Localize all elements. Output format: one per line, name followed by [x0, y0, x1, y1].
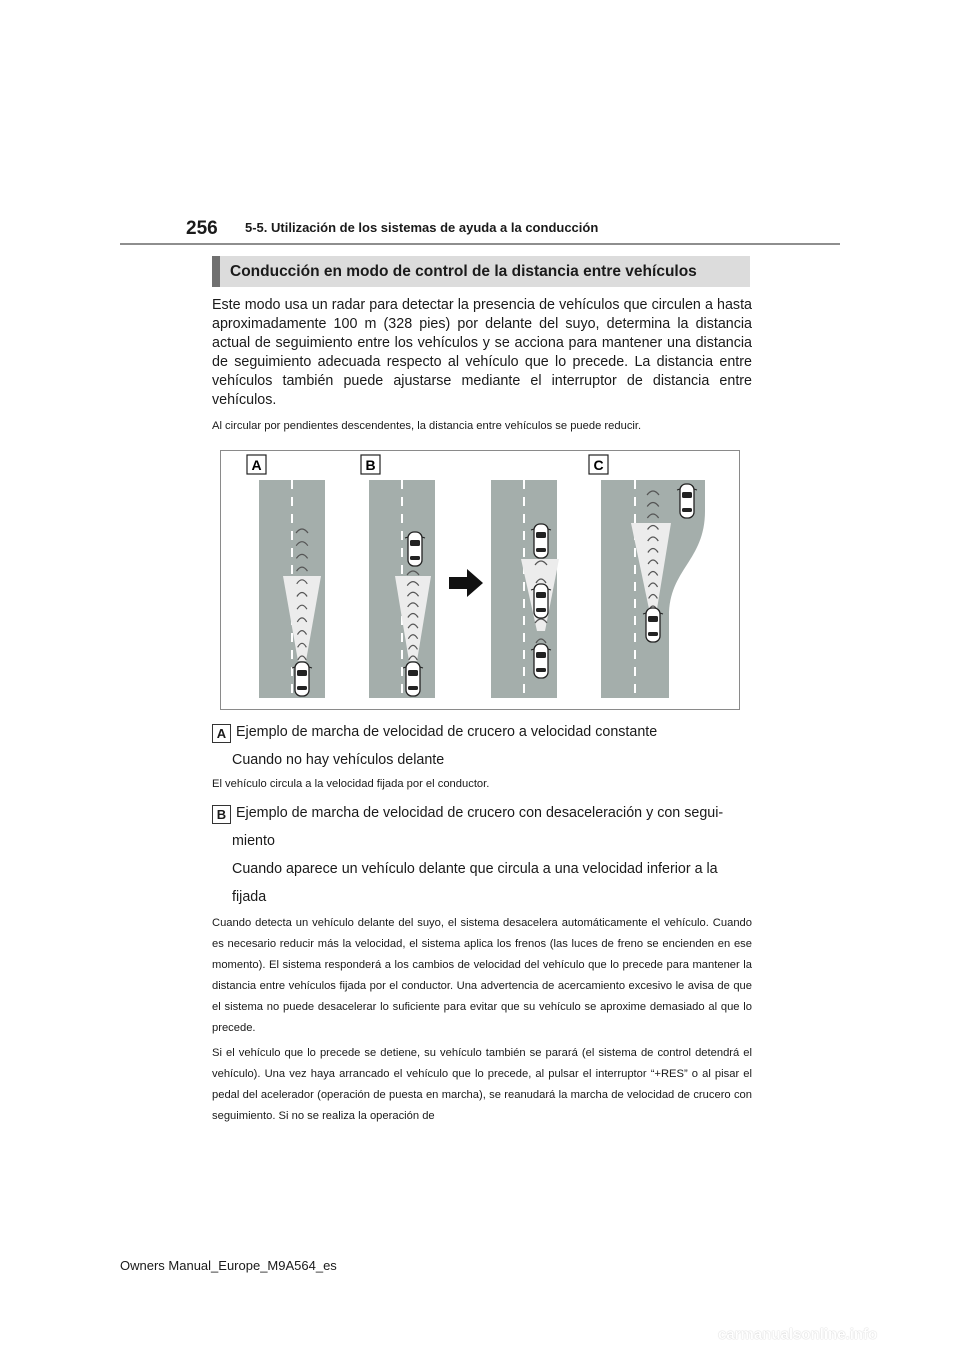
mid-car-b2 — [531, 584, 551, 618]
item-b-badge: B — [212, 805, 231, 824]
footer-manual-id: Owners Manual_Europe_M9A564_es — [120, 1258, 337, 1273]
own-car-b2 — [531, 644, 551, 678]
item-b-title-text: Ejemplo de marcha de velocidad de crucero con desaceleración y con segui- — [236, 805, 724, 821]
diagram-svg — [221, 451, 739, 709]
intro-block — [212, 296, 752, 437]
intro-note: Al circular por pendientes descendentes, la distancia entre vehículos se puede reducir. — [212, 420, 642, 432]
watermark: carmanualsonline.info — [718, 1326, 878, 1343]
section-heading: Conducción en modo de control de la distancia entre vehículos — [212, 256, 750, 287]
transition-arrow — [449, 569, 483, 597]
item-b-title — [212, 799, 752, 827]
svg-text:B: B — [365, 457, 376, 473]
diagram-label-a — [247, 455, 266, 474]
item-a-subtitle: Cuando no hay vehículos delante — [232, 752, 445, 768]
own-car-a — [292, 662, 312, 696]
item-b-note-1: Cuando detecta un vehículo delante del suyo, el sistema desacelera automáticamente el vehículo. Cuando es necesario reducir más la velocidad, el sistema aplica los frenos (las luces de freno se encienden en ese momento). El sistema responderá a los cambios de velocidad del vehículo que lo precede para mantener la distancia entre vehículos fijada por el conductor. Una advertencia de acercamiento excesivo le avisa de que el sistema no puede desacelerar lo suficiente para evitar que su vehículo se aproxime demasiado al que lo precede. — [212, 917, 752, 1034]
items-block — [212, 718, 752, 1127]
svg-text:C: C — [593, 457, 604, 473]
page-number: 256 — [186, 218, 218, 239]
chapter-title: 5-5. Utilización de los sistemas de ayuda a la conducción — [245, 220, 599, 235]
item-a-note: El vehículo circula a la velocidad fijada por el conductor. — [212, 778, 490, 790]
diagram-label-b — [361, 455, 380, 474]
svg-text:A: A — [251, 457, 262, 473]
own-car-b1 — [403, 662, 423, 696]
item-b-subtitle: Cuando aparece un vehículo delante que circula a una velocidad inferior a la — [232, 861, 718, 877]
item-b-title-cont: miento — [232, 833, 275, 849]
item-a-title-text: Ejemplo de marcha de velocidad de crucero a velocidad constante — [236, 724, 658, 740]
item-a-title — [212, 718, 752, 746]
lead-car-b1 — [405, 532, 425, 566]
item-b-subtitle-cont: fijada — [232, 889, 267, 905]
intro-paragraph: Este modo usa un radar para detectar la presencia de vehículos que circulen a hasta aproximadamente 100 m (328 pies) por delante del suyo, determina la distancia actual de seguimiento entre los vehículos y se acciona para mantener una distancia de seguimiento adecuada respecto al vehículo que lo precede. La distancia entre vehículos también puede ajustarse mediante el interruptor de distancia entre vehículos. — [212, 297, 752, 408]
header-divider — [120, 243, 840, 245]
item-a-badge: A — [212, 724, 231, 743]
item-b-note-2: Si el vehículo que lo precede se detiene, su vehículo también se parará (el sistema de control detendrá el vehículo). Una vez haya arrancado el vehículo que lo precede, al pulsar el interruptor “+RES” o al pisar el pedal del acelerador (operación de puesta en marcha), se reanudará la marcha de velocidad de crucero con seguimiento. Si no se realiza la operación de — [212, 1047, 752, 1122]
lead-car-c — [677, 484, 697, 518]
lead-car-b2 — [531, 524, 551, 558]
own-car-c — [643, 608, 663, 642]
diagram-label-c — [589, 455, 608, 474]
cruise-control-diagram — [220, 450, 740, 710]
